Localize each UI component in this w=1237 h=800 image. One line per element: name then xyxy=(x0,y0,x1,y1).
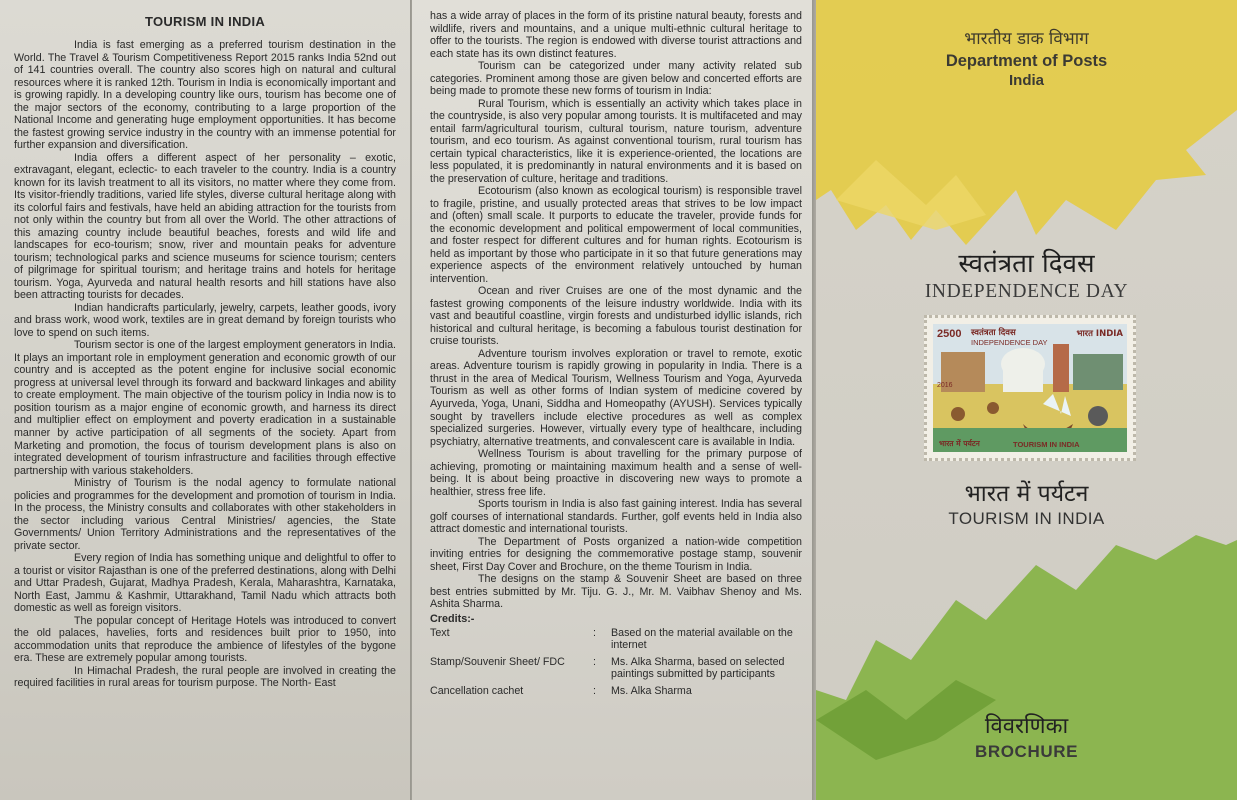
dept-country: India xyxy=(1008,72,1044,89)
credit-sep: : xyxy=(593,684,596,697)
paragraph: Indian handicrafts particularly, jewelry, carpets, leather goods, ivory and brass work, wood work, textiles are in great demand by foreign tourists who love to spend on such items. xyxy=(14,301,396,339)
paragraph: In Himachal Pradesh, the rural people are involved in creating the required facilities in rural areas for tourism purpose. The North- East xyxy=(14,664,396,690)
paragraph: Every region of India has something unique and delightful to offer to a tourist or visitor Rajasthan is one of the preferred destinations, along with Delhi and Uttar Pradesh, Gujarat, Madhya Pradesh, Kerala, Maharashtra, Karnataka, North East, Jammu & Kashmir, Uttarakhand, Tamil Nadu which attracts both domestic as well as foreign visitors. xyxy=(14,552,396,615)
credit-val: Based on the material available on the internet xyxy=(611,626,793,652)
dept-name-hindi: भारतीय डाक विभाग xyxy=(964,29,1089,49)
paragraph: Wellness Tourism is about travelling for the primary purpose of achieving, promoting or maintaining maximum health and a sense of well-being. It is about being proactive in discovering new ways to promote a healthier, stress free life. xyxy=(430,448,802,498)
stamp-title-hindi: स्वतंत्रता दिवस xyxy=(971,328,1016,338)
paragraph: Adventure tourism involves exploration or travel to remote, exotic areas. Adventure tourism is rapidly growing in popularity in India. There is a thrust in the area of Medical Tourism, Wellness Tourism and Yoga, Ayurveda Tourism as well as other forms of Indian system of medicine covered by Ayurveda, Yoga, Unani, Siddha and Homeopathy (AYUSH). Services typically sought by travellers include elective procedures as well as complex specialized surgeries. However, virtually every type of healthcare, including psychiatry, alternative treatments, and convalescent care is available in India. xyxy=(430,347,802,448)
credit-label: Cancellation cachet xyxy=(430,684,524,697)
paragraph: Ecotourism (also known as ecological tourism) is responsible travel to fragile, pristine, and usually protected areas that strives to be low impact and (often) small scale. It purports to educate the traveler, provide funds for the economic development and political empowerment of local communities, and foster respect for different cultures and for human rights. Ecotourism is held as important by those who participate in it so that future generations may experience aspects of the environment relatively untouched by human intervention. xyxy=(430,185,802,285)
paragraph: India is fast emerging as a preferred tourism destination in the World. The Travel & Tourism Competitiveness Report 2015 ranks India 52nd out of 141 countries overall. The country also scores high on natural and cultural resources where it is ranked 12th. Tourism in India is economically important and is growing rapidly. In a developing country like ours, tourism has become one of the major sectors of the economy, contributing to a large proportion of the National Income and generating huge employment opportunities. It has become the fastest growing service industry in the country with an immense potential for further expansion and diversification. xyxy=(14,39,396,152)
middle-body xyxy=(430,60,802,611)
middle-panel xyxy=(412,0,812,800)
stamp-year: 2016 xyxy=(937,382,953,389)
middle-continuation: has a wide array of places in the form of its pristine natural beauty, forests and wildlife, rivers and mountains, and a unique multi-ethnic cultural heritage to offer to the tourists. The region is endowed with diverse tourist attractions and each state has its own distinct features. xyxy=(430,10,802,60)
credit-label: Stamp/Souvenir Sheet/ FDC xyxy=(430,655,565,668)
paragraph: Rural Tourism, which is essentially an activity which takes place in the countryside, is also very popular among tourists. It is multifaceted and may entail farm/agricultural tourism, cultural tourism, nature tourism, adventure tourism, and eco tourism. As against conventional tourism, rural tourism has certain typical characteristics, like it is experience-oriented, the locations are less populated, it is predominantly in natural environments and it is based on the preservation of culture, heritage and traditions. xyxy=(430,97,802,185)
credit-val: Ms. Alka Sharma, based on selected paintings submitted by participants xyxy=(611,655,785,681)
paragraph: The designs on the stamp & Souvenir Sheet are based on three best entries submitted by Mr. Tiju. G. J., Mr. M. Vaibhav Shenoy and Ms. Ashita Sharma. xyxy=(430,573,802,611)
credit-sep: : xyxy=(593,626,596,639)
dept-name: Department of Posts xyxy=(945,52,1108,70)
paragraph: Tourism sector is one of the largest employment generators in India. It plays an important role in employment generation and economic growth of our country and is accepted as the potent engine for inclusive social economic progress at universal level through its forward and backward linkages and ability to create employment. The main objective of the tourism policy in India now is to position tourism as a major engine of economic growth, and harness its direct and multiplier effect on employment and poverty eradication in a sustainable manner by active participation of all segments of the society. Apart from Marketing and promotion, the focus of tourism development plans is also on integrated development of tourism infrastructure and facilities through effective partnership with various stakeholders. xyxy=(14,339,396,477)
left-body xyxy=(14,39,396,690)
left-panel xyxy=(0,0,410,800)
cover-panel xyxy=(816,0,1237,800)
stamp-value: 2500 xyxy=(937,328,962,340)
credit-sep: : xyxy=(593,655,596,668)
paragraph: Ocean and river Cruises are one of the most dynamic and the fastest growing components of the leisure industry worldwide. India with its vast and beautiful coastline, virgin forests and undisturbed idyllic islands, rich historical and cultural heritage, is becoming a fabulous tourist destination for cruise tourists. xyxy=(430,285,802,348)
credits-list xyxy=(430,627,802,698)
event-title-hindi: स्वतंत्रता दिवस xyxy=(958,249,1095,279)
paragraph: The popular concept of Heritage Hotels was introduced to convert the old palaces, havelies, forts and residences built prior to 1950, into accommodation units that reproduce the ambience of lifestyles of the bygone era. These are extremely popular among tourists. xyxy=(14,614,396,665)
credit-val: Ms. Alka Sharma xyxy=(611,684,692,697)
credit-row xyxy=(430,656,802,681)
credit-label: Text xyxy=(430,626,450,639)
brochure-label: BROCHURE xyxy=(974,742,1079,761)
brochure-label-hindi: विवरणिका xyxy=(984,714,1069,739)
paragraph: Ministry of Tourism is the nodal agency to formulate national policies and programmes for the development and promotion of tourism in India. In the process, the Ministry consults and collaborates with other stakeholders in the sector including various Central Ministries/ agencies, the State Governments/ Union Territory Administrations and the representatives of the private sector. xyxy=(14,477,396,552)
credits-heading: Credits:- xyxy=(430,612,475,625)
stamp-title: INDEPENDENCE DAY xyxy=(971,338,1048,347)
paragraph: India offers a different aspect of her personality – exotic, extravagant, elegant, eclectic- to each traveler to the country. India is a country known for its lavish treatment to all its visitors, no matter where they come from. Its visitor-friendly traditions, varied life styles, diverse cultural heritage along with its colorful fairs and festivals, have held an abiding attraction for the tourists from not only within the country but from all over the World. The other attractions of this amazing country include beautiful beaches, forests and wild life and landscapes for eco-tourism; snow, river and mountain peaks for adventure tourism; technological parks and science museums for science tourism; centers of pilgrimage for spiritual tourism; and heritage trains and hotels for heritage tourism. Yoga, Ayurveda and natural health resorts and hill stations have also been attracting tourists for decades. xyxy=(14,151,396,302)
paragraph: The Department of Posts organized a nation-wide competition inviting entries for designing the commemorative postage stamp, souvenir sheet, First Day Cover and Brochure, on the theme Tourism in India. xyxy=(430,535,802,573)
postage-stamp xyxy=(924,315,1136,461)
theme-title-hindi: भारत में पर्यटन xyxy=(964,481,1089,507)
event-title: INDEPENDENCE DAY xyxy=(924,281,1129,302)
stamp-country: भारत INDIA xyxy=(1076,329,1123,339)
credit-row xyxy=(430,685,802,698)
theme-title: TOURISM IN INDIA xyxy=(948,509,1105,528)
stamp-bottom-title: TOURISM IN INDIA xyxy=(1013,440,1080,449)
left-title: TOURISM IN INDIA xyxy=(144,14,266,29)
stamp-bottom-hindi: भारत में पर्यटन xyxy=(939,439,980,448)
paragraph: Sports tourism in India is also fast gaining interest. India has several golf courses of international standards. Further, golf events held in India also attract domestic and international tourists. xyxy=(430,498,802,536)
credit-row xyxy=(430,627,802,652)
paragraph: Tourism can be categorized under many activity related sub categories. Prominent among those are given below and concerted efforts are being made to promote these new forms of tourism in India: xyxy=(430,60,802,98)
